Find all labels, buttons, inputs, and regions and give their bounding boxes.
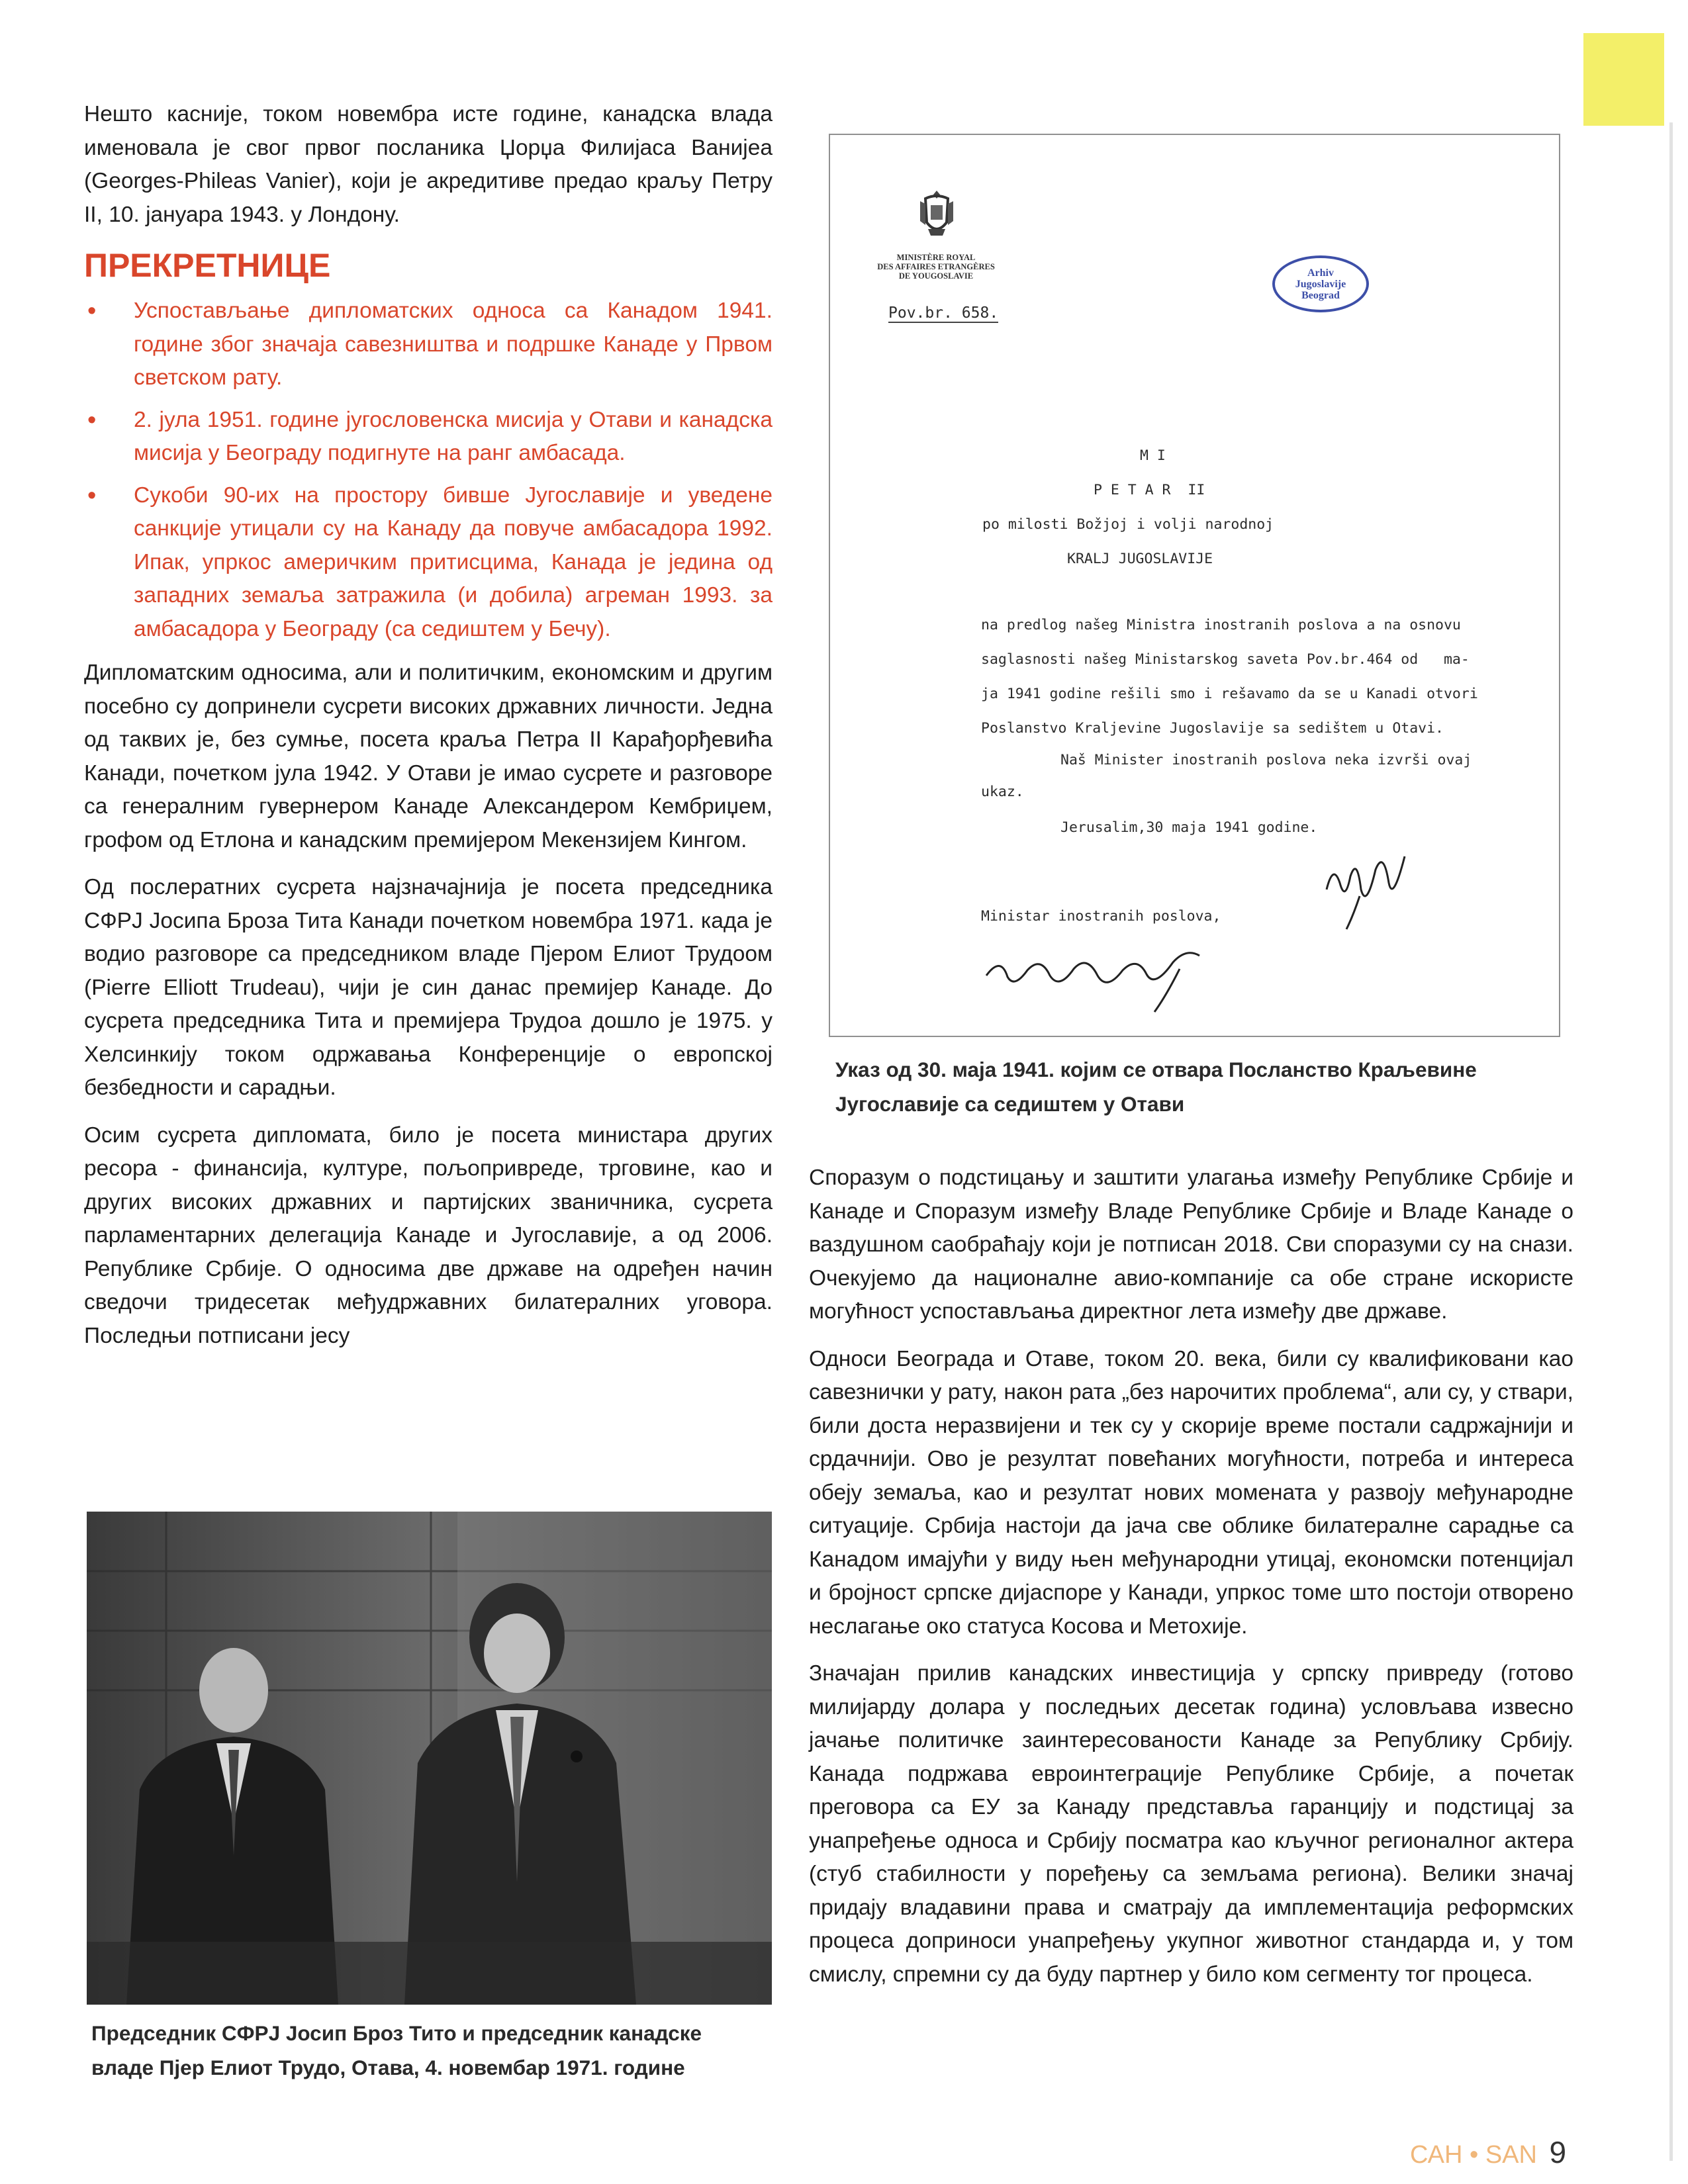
doc-body-line: saglasnosti našeg Ministarskog saveta Pov.br.464 od ma-	[981, 651, 1470, 668]
doc-body-line: na predlog našeg Ministra inostranih poslova a na osnovu	[981, 617, 1461, 633]
coat-of-arms-icon	[916, 188, 957, 240]
left-column	[84, 98, 773, 1367]
milestone-item: • 2. јула 1951. године југословенска мисија у Отави и канадска мисија у Београду подигнуте на ранг амбасада.	[134, 404, 773, 471]
section-heading: ПРЕКРЕТНИЦЕ	[84, 247, 331, 284]
intro-paragraph: Нешто касније, током новембра исте године, канадска влада именовала је свог првог посланика Џорџа Филијаса Ванијеа (Georges-Phileas Vanier), који је акредитиве предао краљу Петру II, 10. јануара 1943. у Лондону.	[84, 102, 773, 227]
doc-date: Jerusalim,30 maja 1941 godine.	[1060, 819, 1318, 836]
decree-document-image	[829, 134, 1560, 1037]
page-footer	[1410, 2134, 1566, 2170]
doc-petar: P E T A R II	[1094, 482, 1205, 498]
right-column	[809, 1161, 1573, 2005]
doc-body-line: ja 1941 godine rešili smo i rešavamo da se u Kanadi otvori	[981, 686, 1478, 702]
body-paragraph: Споразум о подстицању и заштити улагања између Републике Србије и Канаде и Споразум између Владе Републике Србије и Владе Канаде о ваздушном саобраћају који је потписан 2018. Сви споразуми су на снази. Очекујемо да националне авио-компаније са обе стране искористе могућност успостављања директног лета између две државе.	[809, 1165, 1573, 1324]
doc-ukaz: ukaz.	[981, 784, 1024, 800]
body-paragraph: Значајан прилив канадских инвестиција у српску привреду (готово милијарду долара у последњих десетак година) условљава извесно јачање политичке заинтересованости Канаде за Републику Србију. Канада подржава евроинтеграције Републике Србије, а почетак преговора са ЕУ за Канаду представља гаранцију и подстицај за унапређење односа и Србију посматра као кључног регионалног актера (стуб стабилности у поређењу са земљама региона). Велики значај придају владавини права и сматрају да имплементација реформских процеса доприноси унапређењу укупног животног стандарда и, у том смислу, спремни су да буду партнер у било ком сегменту тог процеса.	[809, 1661, 1573, 1987]
tito-trudeau-photo	[87, 1512, 772, 2005]
doc-king-line: KRALJ JUGOSLAVIJE	[1067, 551, 1213, 567]
king-signature	[1320, 843, 1419, 936]
doc-signatory: Ministar inostranih poslova,	[981, 908, 1221, 925]
photo-caption: Председник СФРЈ Јосип Броз Тито и председник канадске владе Пјер Елиот Трудо, Отава, 4. новембар 1971. године	[91, 2021, 702, 2079]
minister-signature	[981, 936, 1219, 1015]
milestones-list	[84, 295, 773, 646]
body-paragraph: Од послератних сусрета најзначајнија је посета председника СФРЈ Јосипа Броза Тита Канади почетком новембра 1971. када је водио разговоре са председником владе Пјером Елиот Трудоом (Pierre Elliott Trudeau), чији је син данас премијер Канаде. До сусрета председника Тита и премијера Трудоа дошло је 1975. у Хелсинкију током одржавања Конференције о европској безбедности и сарадњи.	[84, 875, 773, 1100]
magazine-label: САН • SAN	[1410, 2141, 1537, 2169]
doc-body-line: Poslanstvo Kraljevine Jugoslavije sa sedištem u Otavi.	[981, 720, 1444, 737]
yellow-corner-tab	[1583, 33, 1664, 126]
document-caption: Указ од 30. маја 1941. којим се отвара Посланство Краљевине Југославије са седиштем у Отави	[835, 1058, 1477, 1116]
page-edge-line	[1669, 122, 1673, 2161]
reference-number: Pov.br. 658.	[888, 304, 999, 322]
body-paragraph: Односи Београда и Отаве, током 20. века, били су квалификовани као савезнички у рату, након рата „без нарочитих проблема“, али су, у ствари, били доста неразвијени и тек су у скорије време постали садржајнији и срдачнији. Ово је резултат повећаних могућности, потреба и интереса обеју земаља, као и резултат нових момената у развоју међународне ситуације. Србија настоји да јача све облике билатералне сарадње са Канадом имајући у виду њен међународни утицај, економски потенцијал и бројност српске дијаспоре у Канади, упркос томе што постоји отворено неслагање око статуса Косова и Метохије.	[809, 1346, 1573, 1639]
page-number: 9	[1549, 2135, 1567, 2169]
doc-grace-line: po milosti Božjoj i volji narodnoj	[982, 516, 1274, 533]
archive-stamp: Arhiv Jugoslavije Beograd	[1272, 255, 1369, 312]
milestone-item: • Успостављање дипломатских односа са Канадом 1941. године због значаја савезништва и подршке Канаде у Првом светском рату.	[134, 295, 773, 395]
doc-mi: M I	[1140, 447, 1166, 464]
body-paragraph: Осим сусрета дипломата, било је посета министара других ресора - финансија, културе, пољопривреде, трговине, као и других високих државних и партијских званичника, сусрета парламентарних делегација Канаде и Југославије, а од 2006. Републике Србије. О односима две државе на одређен начин сведочи тридесетак међудржавних билатералних уговора. Последњи потписани јесу	[84, 1122, 773, 1348]
ministry-header: MINISTÈRE ROYAL DES AFFAIRES ETRANGÈRES DE YOUGOSLAVIE	[877, 253, 995, 281]
body-paragraph: Дипломатским односима, али и политичким, економским и другим посебно су допринели сусрети високих државних личности. Једна од таквих је, без сумње, посета краља Петра II Карађорђевића Канади, почетком јула 1942. У Отави је имао сусрете и разговоре са генералним гувернером Канаде Александером Кембриџем, грофом од Етлона и канадским премијером Мекензијем Кингом.	[84, 660, 773, 852]
milestone-item: • Сукоби 90-их на простору бивше Југославије и уведене санкције утицали су на Канаду да повуче амбасадора 1992. Ипак, упркос америчким притисцима, Канада је једина од западних земаља затражила (и добила) агреман 1993. за амбасадора у Београду (са седиштем у Бечу).	[134, 479, 773, 647]
doc-minister-line: Naš Minister inostranih poslova neka izvrši ovaj	[1060, 752, 1472, 768]
